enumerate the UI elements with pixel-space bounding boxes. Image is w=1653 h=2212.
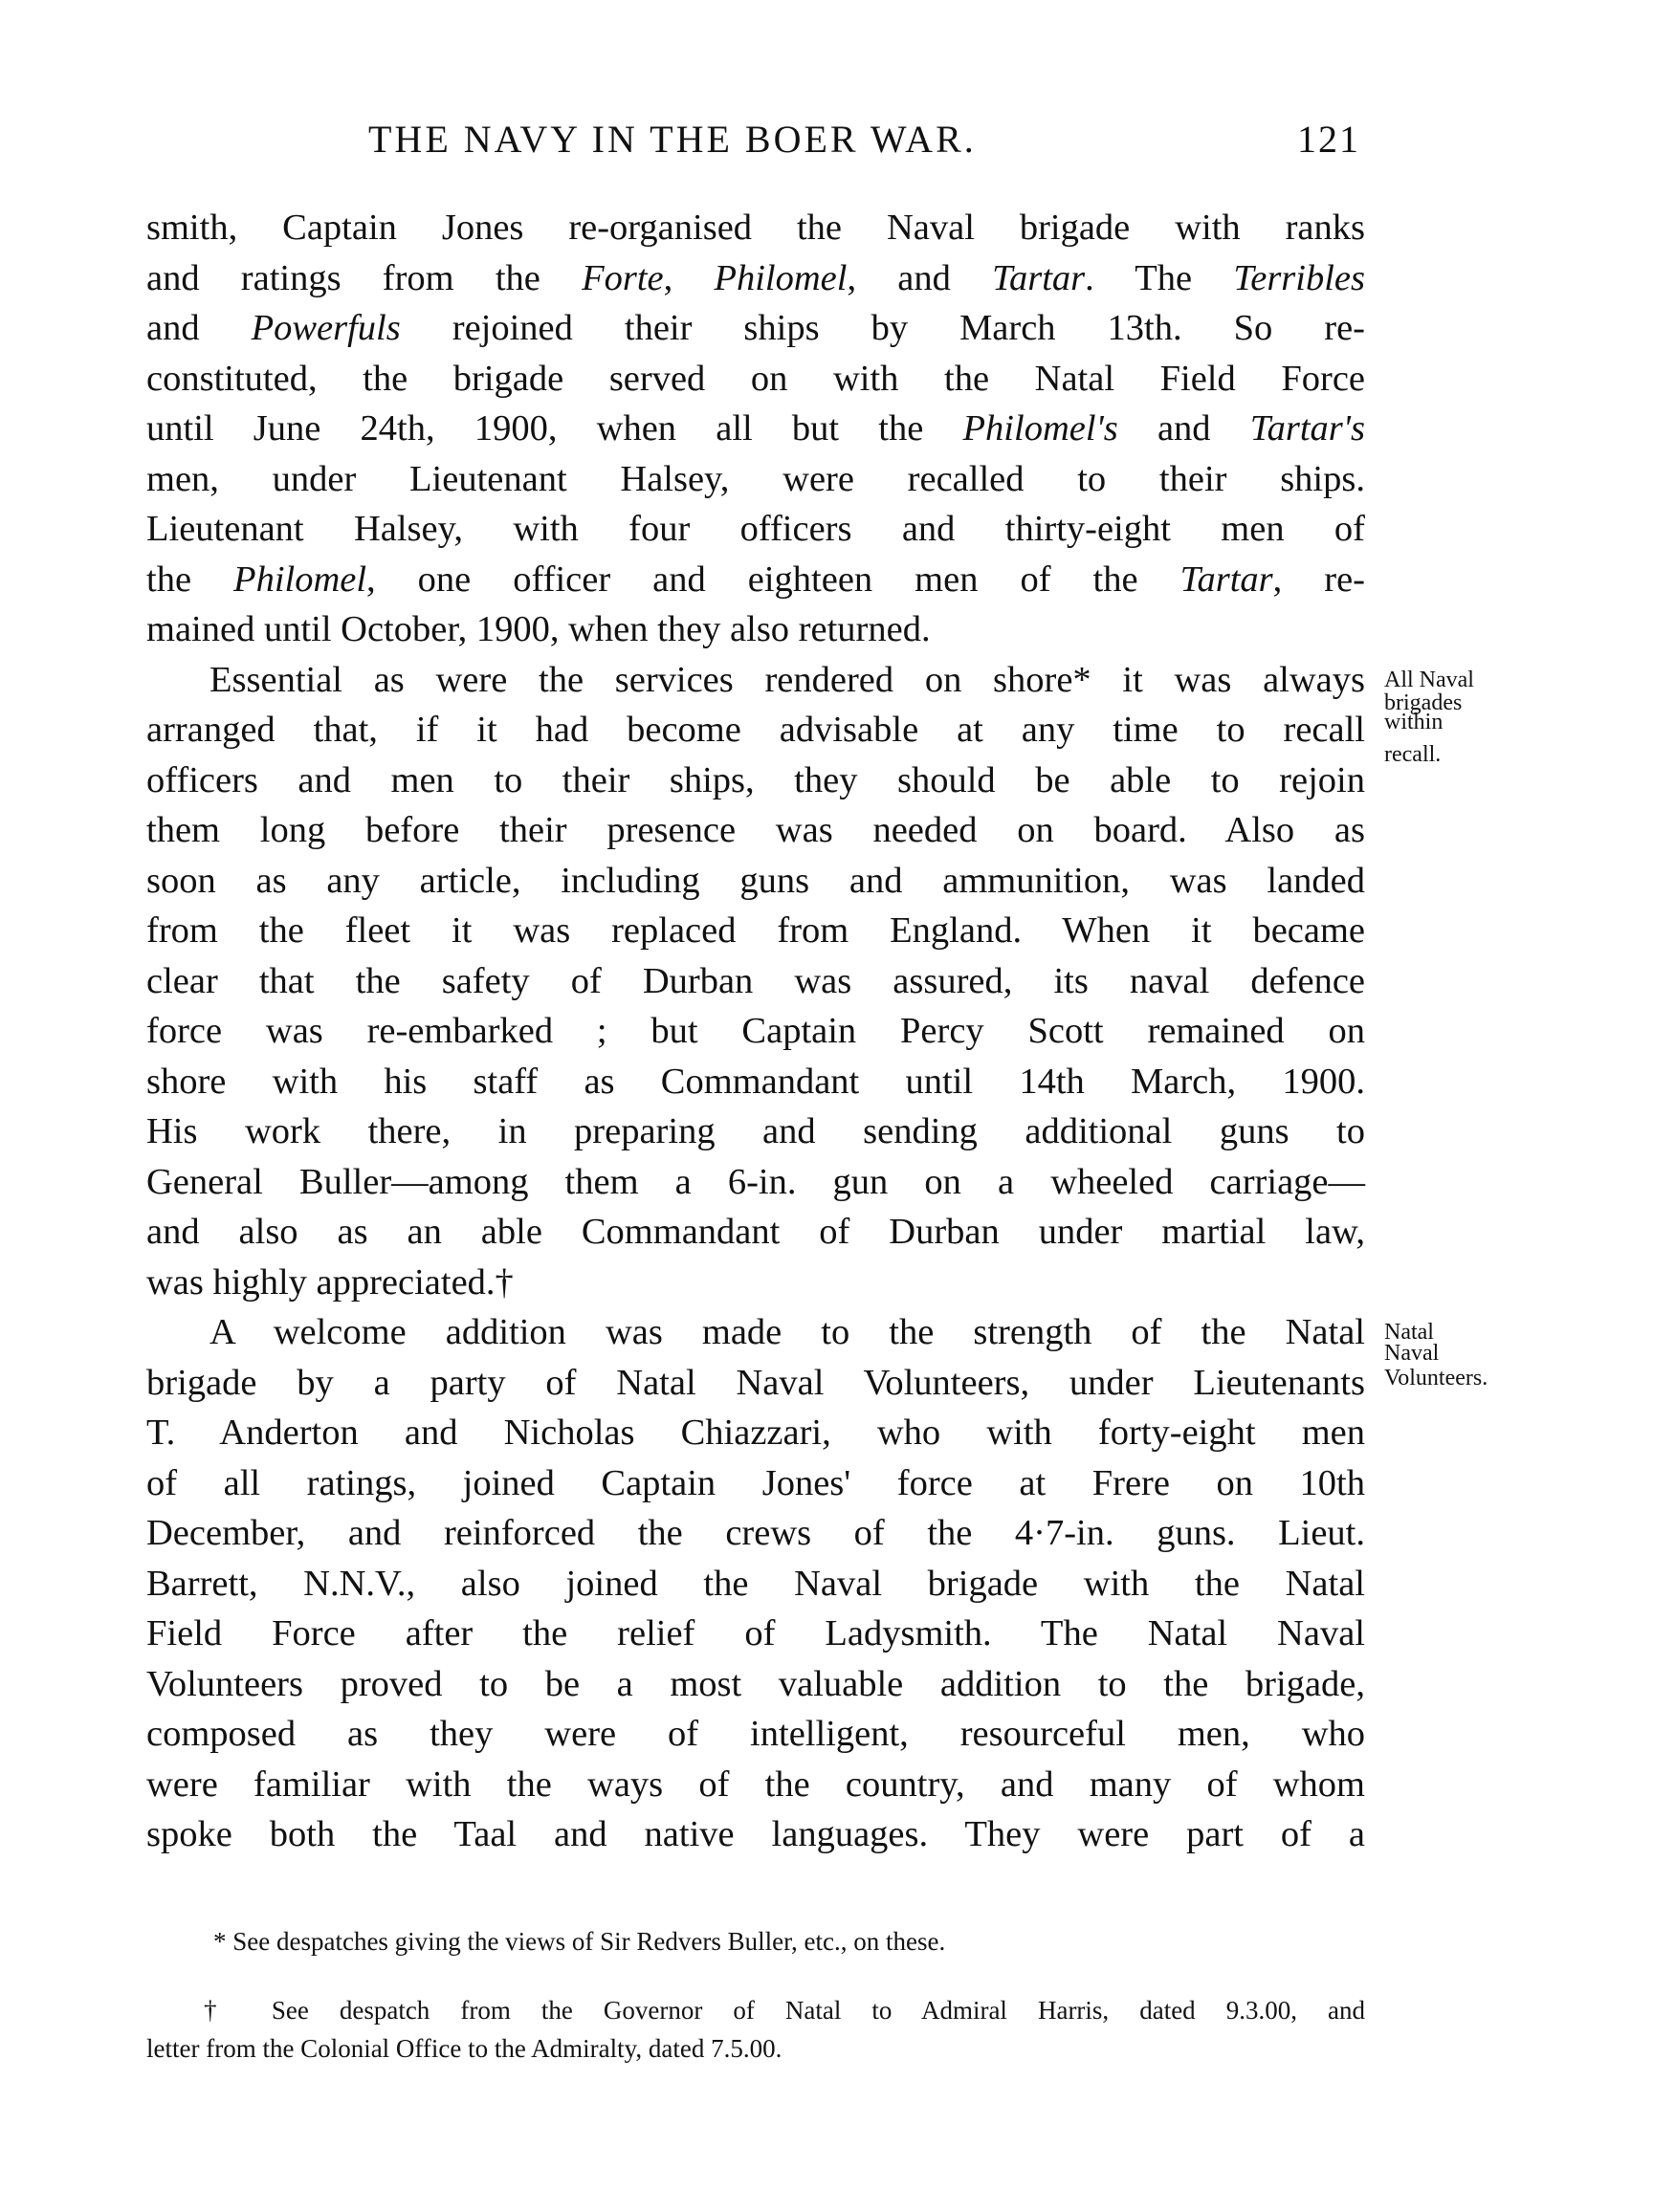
text-line: [146, 454, 1365, 505]
italic-ship-name: Terribles: [1233, 257, 1366, 298]
body-text: [146, 203, 1365, 1860]
text-line: [146, 1408, 1365, 1458]
text-segment: and also as an able Commandant of Durban under martial law,: [146, 1212, 1365, 1252]
footnote-line: * See despatches giving the views of Sir Redvers Buller, etc., on these.: [213, 1927, 946, 1956]
text-line: [146, 504, 1365, 555]
text-line: [146, 1458, 1365, 1509]
text-line: [146, 604, 1365, 655]
text-segment: was highly appreciated.†: [146, 1261, 514, 1303]
text-segment: General Buller—among them a 6-in. gun on a wheeled carriage—: [146, 1161, 1365, 1202]
text-segment: of all ratings, joined Captain Jones' force at Frere on 10th: [146, 1462, 1365, 1503]
italic-ship-name: Tartar: [992, 257, 1086, 298]
text-line: [146, 1157, 1365, 1208]
text-segment: constituted, the brigade served on with the Natal Field Force: [146, 358, 1365, 399]
italic-ship-name: Tartar's: [1249, 408, 1365, 449]
text-line: [146, 956, 1365, 1007]
text-segment: Essential as were the services rendered on shore* it was always: [209, 659, 1365, 700]
text-line: [146, 303, 1365, 354]
text-line: [146, 1760, 1365, 1810]
margin-note-line: Naval: [1384, 1341, 1440, 1366]
margin-note-line: All Naval: [1384, 668, 1474, 692]
text-segment: mained until October, 1900, when they also returned.: [146, 609, 931, 649]
text-line: [146, 404, 1365, 454]
text-segment: brigade by a party of Natal Naval Volunteers, under Lieutenants: [146, 1362, 1365, 1403]
text-segment: from the fleet it was replaced from England. When it became: [146, 910, 1365, 951]
text-line: [146, 555, 1365, 605]
text-segment: composed as they were of intelligent, resourceful men, who: [146, 1714, 1365, 1754]
text-segment: shore with his staff as Commandant until 14th March, 1900.: [146, 1061, 1365, 1102]
text-line: [146, 1258, 1365, 1308]
margin-note-line: Volunteers.: [1384, 1366, 1488, 1391]
margin-note-naval-brigades: [1384, 668, 1474, 767]
text-segment: rejoined their ships by March 13th. So re-: [400, 308, 1366, 348]
page-number: 121: [1297, 118, 1360, 161]
text-line: [146, 655, 1365, 706]
text-line: [146, 1106, 1365, 1157]
text-segment: were familiar with the ways of the country, and many of whom: [146, 1763, 1365, 1805]
text-line: [146, 705, 1365, 756]
text-segment: men, under Lieutenant Halsey, were recalled to their ships.: [146, 458, 1365, 499]
text-line: [146, 1559, 1365, 1610]
text-line: [146, 1659, 1365, 1710]
text-line: [146, 1057, 1365, 1107]
text-segment: arranged that, if it had become advisable at any time to recall: [146, 710, 1365, 750]
italic-ship-name: Forte: [582, 257, 664, 298]
text-segment: , one officer and eighteen men of the: [366, 558, 1180, 600]
margin-note-line: brigades: [1384, 690, 1463, 715]
italic-ship-name: Powerfuls: [251, 308, 401, 348]
footnote-line: letter from the Colonial Office to the Admiralty, dated 7.5.00.: [146, 2034, 782, 2063]
text-segment: Field Force after the relief of Ladysmith. The Natal Naval: [146, 1613, 1365, 1654]
text-line: [146, 906, 1365, 956]
margin-note-line: within: [1384, 710, 1444, 734]
text-line: [146, 1609, 1365, 1659]
italic-ship-name: Philomel's: [962, 408, 1118, 449]
italic-ship-name: Philomel: [714, 257, 848, 298]
running-header-title: THE NAVY IN THE BOER WAR.: [368, 118, 977, 161]
text-line: [146, 1709, 1365, 1760]
text-segment: the: [146, 558, 234, 600]
text-line: [146, 253, 1365, 304]
text-segment: spoke both the Taal and native languages. They were part of a: [146, 1814, 1365, 1854]
italic-ship-name: Tartar: [1179, 558, 1273, 600]
text-line: [146, 1508, 1365, 1559]
text-segment: . The: [1085, 257, 1234, 298]
footnote-line: † See despatch from the Governor of Natal to Admiral Harris, dated 9.3.00, and: [204, 1996, 1365, 2025]
text-segment: force was re-embarked ; but Captain Percy Scott remained on: [146, 1011, 1365, 1051]
text-segment: soon as any article, including guns and ammunition, was landed: [146, 860, 1365, 901]
text-line: [146, 756, 1365, 806]
text-segment: Lieutenant Halsey, with four officers and thirty-eight men of: [146, 509, 1365, 549]
text-segment: His work there, in preparing and sending additional guns to: [146, 1111, 1365, 1151]
text-segment: and: [1117, 408, 1250, 449]
text-segment: smith, Captain Jones re-organised the Naval brigade with ranks: [146, 208, 1365, 248]
text-segment: until June 24th, 1900, when all but the: [146, 408, 963, 449]
text-segment: December, and reinforced the crews of the 4·7-in. guns. Lieut.: [146, 1513, 1365, 1553]
text-segment: and: [146, 308, 252, 348]
text-segment: Barrett, N.N.V., also joined the Naval brigade with the Natal: [146, 1563, 1365, 1604]
text-segment: A welcome addition was made to the strength of the Natal: [209, 1312, 1365, 1352]
text-line: [146, 1307, 1365, 1358]
text-line: [146, 1207, 1365, 1258]
text-line: [146, 805, 1365, 856]
text-segment: them long before their presence was needed on board. Also as: [146, 810, 1365, 850]
text-line: [146, 856, 1365, 907]
italic-ship-name: Philomel: [233, 558, 367, 600]
text-line: [146, 1006, 1365, 1057]
margin-note-natal-volunteers: [1384, 1320, 1488, 1391]
text-segment: ,: [663, 257, 715, 298]
margin-note-line: Natal: [1384, 1320, 1434, 1345]
text-line: [146, 1358, 1365, 1409]
text-line: [146, 1809, 1365, 1860]
text-line: [146, 203, 1365, 253]
footnote-dagger: [146, 1991, 1365, 2068]
text-line: [146, 354, 1365, 405]
text-segment: officers and men to their ships, they should be able to rejoin: [146, 759, 1365, 800]
footnote-asterisk: [213, 1922, 1361, 1960]
text-segment: , re-: [1272, 558, 1365, 600]
text-segment: Volunteers proved to be a most valuable addition to the brigade,: [146, 1663, 1365, 1704]
text-segment: T. Anderton and Nicholas Chiazzari, who with forty-eight men: [146, 1413, 1365, 1453]
text-segment: , and: [847, 257, 993, 298]
text-segment: clear that the safety of Durban was assured, its naval defence: [146, 960, 1365, 1001]
text-segment: and ratings from the: [146, 257, 583, 298]
margin-note-line: recall.: [1384, 742, 1442, 767]
